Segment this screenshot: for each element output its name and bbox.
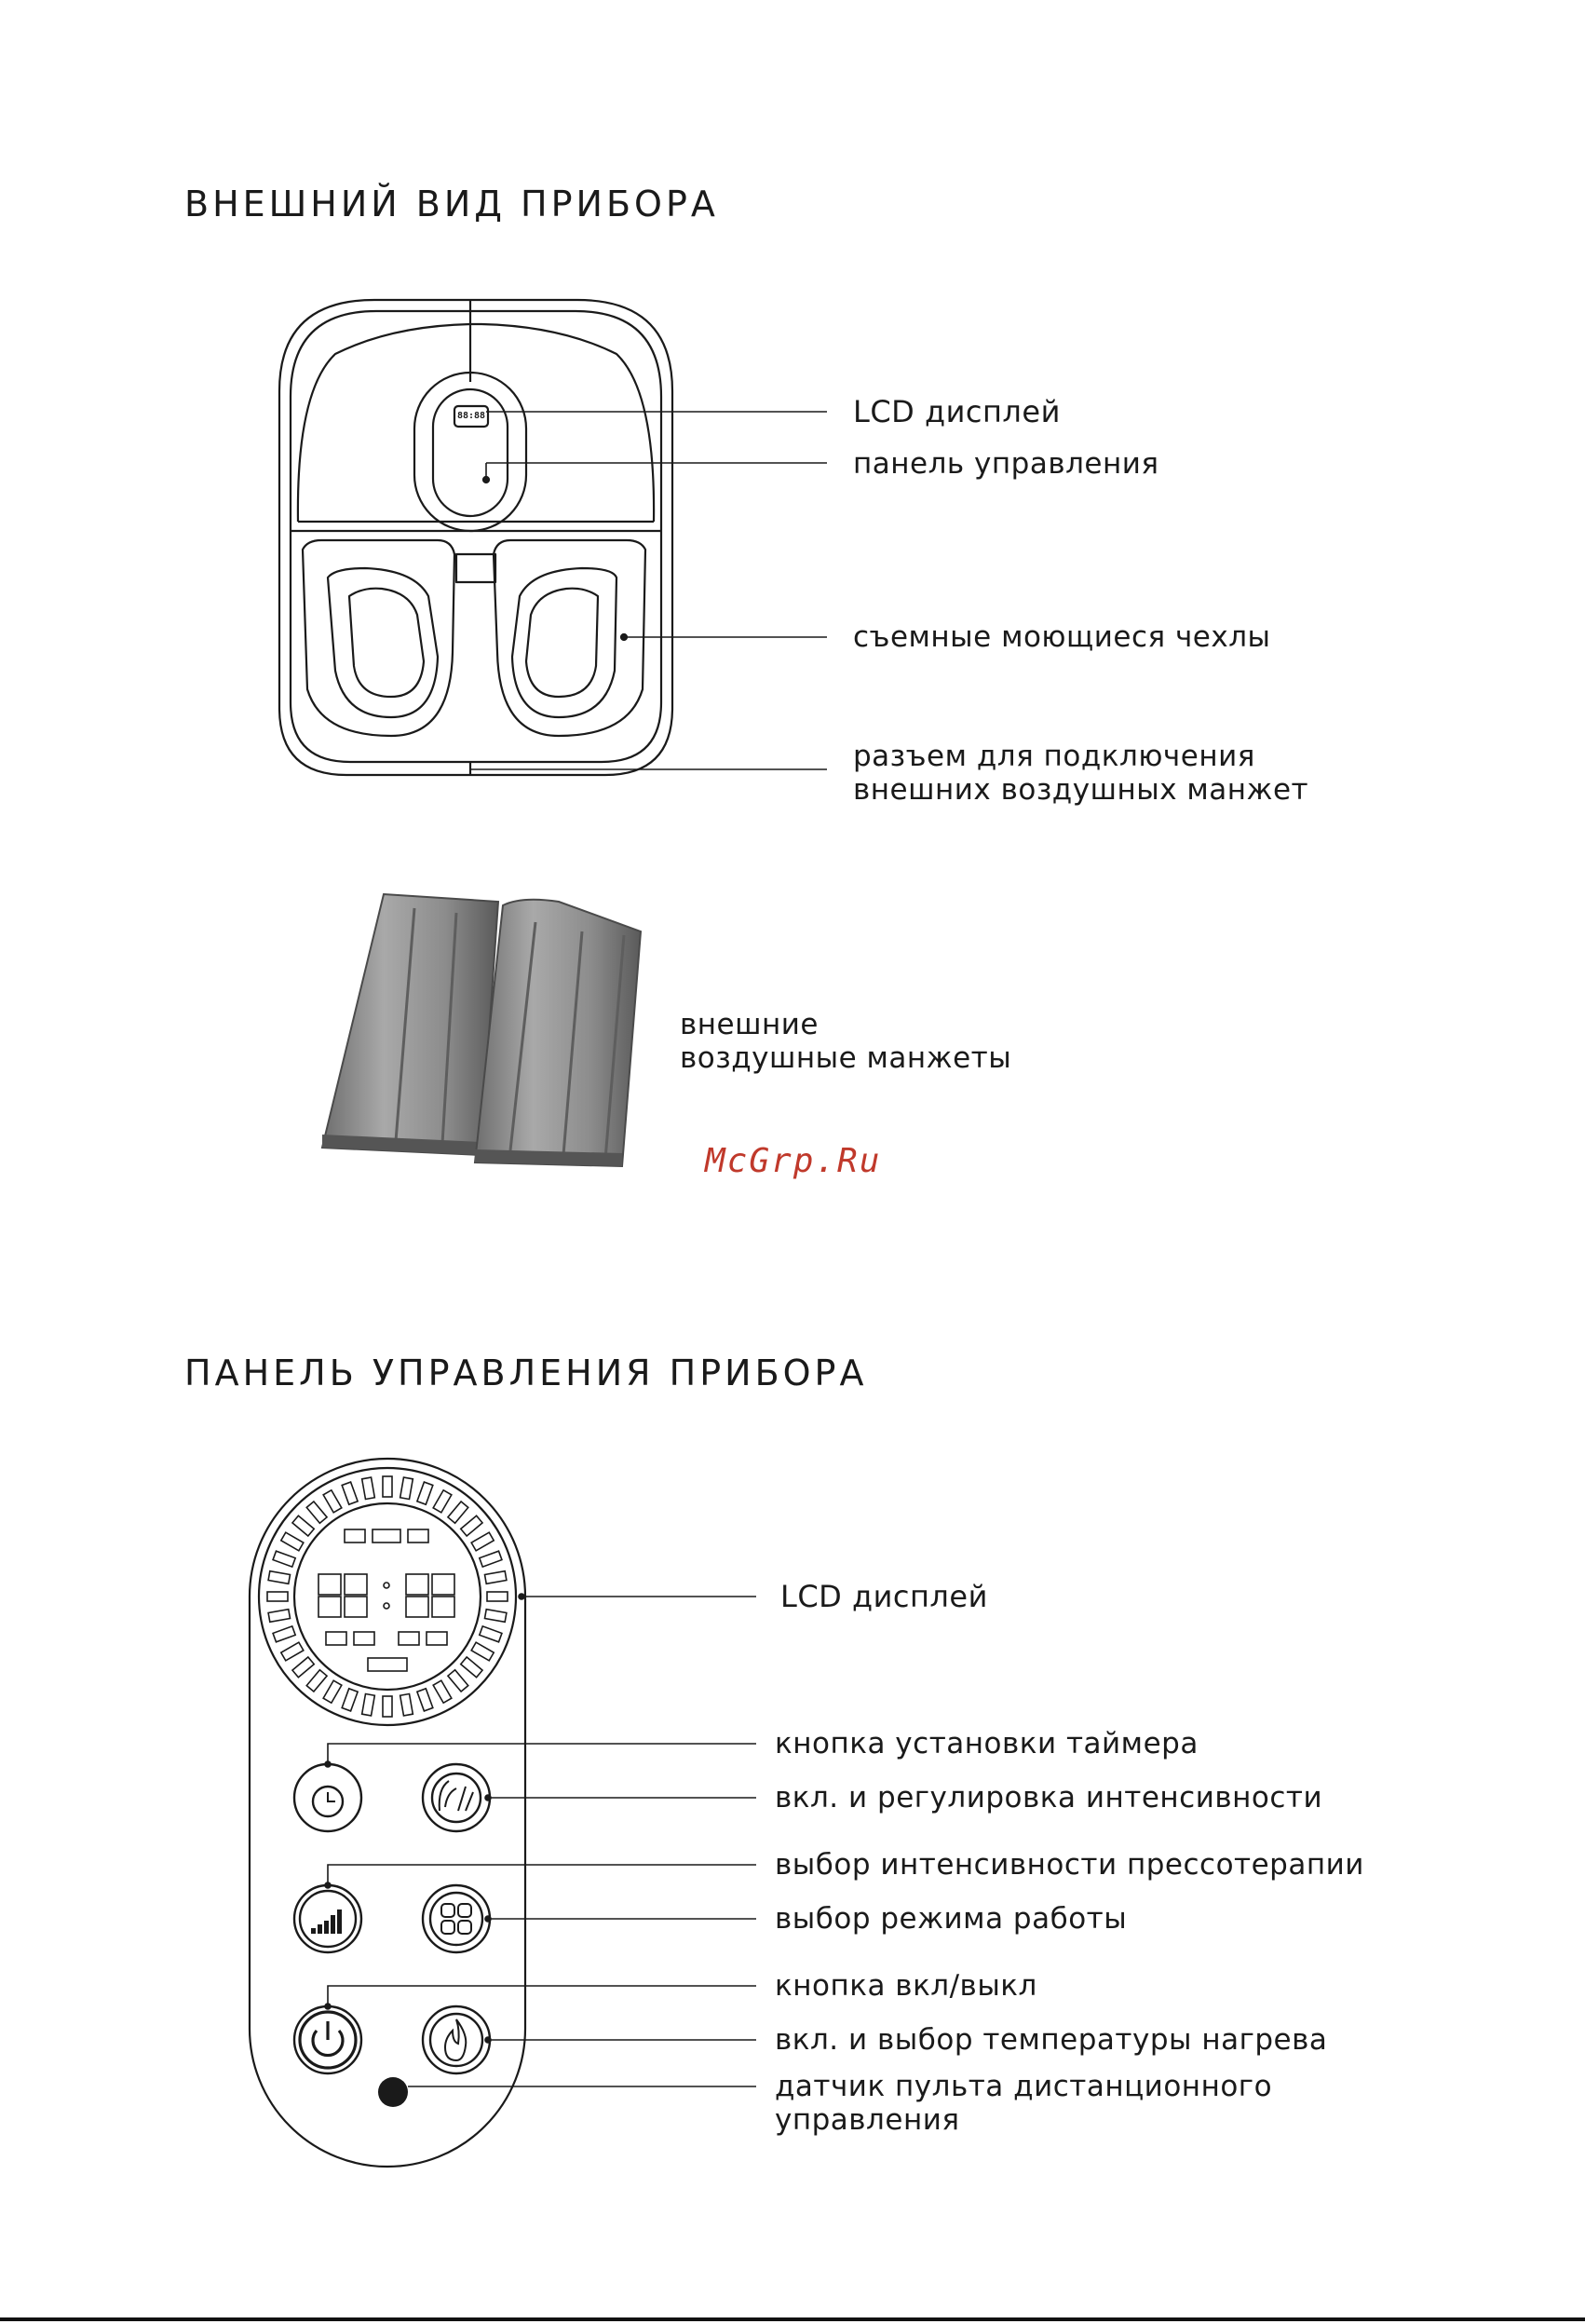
lcd-ring-segment — [471, 1642, 494, 1661]
device-display-digits: 88:88 — [456, 411, 486, 421]
lcd-ring-segment — [383, 1476, 392, 1497]
callout-washable-covers: съемные моющиеся чехлы — [853, 620, 1271, 654]
lcd-ring-segment — [342, 1689, 358, 1711]
lcd-display-ring — [259, 1468, 516, 1725]
lcd-ring-segment — [400, 1694, 413, 1716]
callout-panel-lcd-display: LCD дисплей — [780, 1579, 988, 1614]
callout-heat-button: вкл. и выбор температуры нагрева — [775, 2023, 1328, 2057]
intensity-button — [423, 1764, 490, 1831]
lcd-ring-segment — [273, 1551, 295, 1567]
callout-pressotherapy-button: выбор интенсивности прессотерапии — [775, 1848, 1364, 1882]
lcd-ring-segment — [417, 1689, 433, 1711]
lcd-ring-segment — [362, 1694, 375, 1716]
lcd-ring-segment — [448, 1502, 468, 1523]
lcd-ring-segment — [267, 1592, 288, 1601]
lcd-ring-segment — [485, 1571, 507, 1584]
lcd-ring-segment — [273, 1626, 295, 1642]
lcd-ring-segment — [433, 1680, 452, 1703]
power-button — [294, 2006, 361, 2073]
callout-intensity-button: вкл. и регулировка интенсивности — [775, 1781, 1323, 1814]
lcd-ring-segment — [323, 1490, 342, 1513]
lcd-ring-segment — [480, 1626, 502, 1642]
lcd-ring-segment — [323, 1680, 342, 1703]
callout-timer-button: кнопка установки таймера — [775, 1727, 1199, 1760]
lcd-ring-segment — [342, 1482, 358, 1504]
callout-connector-line2: внешних воздушных манжет — [853, 773, 1309, 807]
lcd-ring-segment — [268, 1571, 290, 1584]
lcd-digits — [318, 1574, 454, 1617]
remote-sensor — [378, 2077, 408, 2107]
lcd-ring-segment — [362, 1477, 375, 1499]
lcd-ring-segment — [448, 1670, 468, 1692]
callout-connector-line1: разъем для подключения — [853, 740, 1255, 773]
callout-remote-sensor-line1: датчик пульта дистанционного — [775, 2070, 1273, 2103]
lcd-ring-segment — [292, 1657, 314, 1678]
section-heading-control-panel: ПАНЕЛЬ УПРАВЛЕНИЯ ПРИБОРА — [184, 1352, 868, 1393]
callout-remote-sensor-line2: управления — [775, 2103, 960, 2137]
lcd-ring-segment — [487, 1592, 508, 1601]
lcd-ring-segment — [400, 1477, 413, 1499]
lcd-ring-segment — [461, 1515, 482, 1536]
lcd-ring-segment — [433, 1490, 452, 1513]
pressotherapy-button — [294, 1885, 361, 1952]
lcd-ring-segment — [417, 1482, 433, 1504]
callout-mode-button: выбор режима работы — [775, 1902, 1128, 1936]
lcd-ring-segment — [471, 1532, 494, 1551]
signal-bars-icon — [311, 1909, 342, 1934]
callout-power-button: кнопка вкл/выкл — [775, 1969, 1037, 2003]
lcd-ring-segment — [268, 1610, 290, 1623]
lcd-ring-segment — [306, 1670, 327, 1692]
lcd-ring-segment — [281, 1642, 304, 1661]
heat-button — [423, 2006, 490, 2073]
lcd-ring-segment — [461, 1657, 482, 1678]
callout-lcd-display: LCD дисплей — [853, 394, 1061, 429]
lcd-ring-segment — [480, 1551, 502, 1567]
bottom-rule — [0, 2317, 1585, 2321]
timer-button — [294, 1764, 361, 1831]
lcd-ring-segment — [281, 1532, 304, 1551]
lcd-ring-segment — [292, 1515, 314, 1536]
section-heading-appearance: ВНЕШНИЙ ВИД ПРИБОРА — [184, 183, 719, 224]
lcd-ring-segment — [306, 1502, 327, 1523]
callout-air-cuffs-line2: воздушные манжеты — [680, 1041, 1012, 1075]
lcd-ring-segment — [383, 1696, 392, 1717]
callout-control-panel: панель управления — [853, 447, 1159, 481]
watermark: McGrp.Ru — [705, 1142, 882, 1180]
callout-air-cuffs-line1: внешние — [680, 1008, 819, 1041]
mode-button — [423, 1885, 490, 1952]
lcd-ring-segment — [485, 1610, 507, 1623]
